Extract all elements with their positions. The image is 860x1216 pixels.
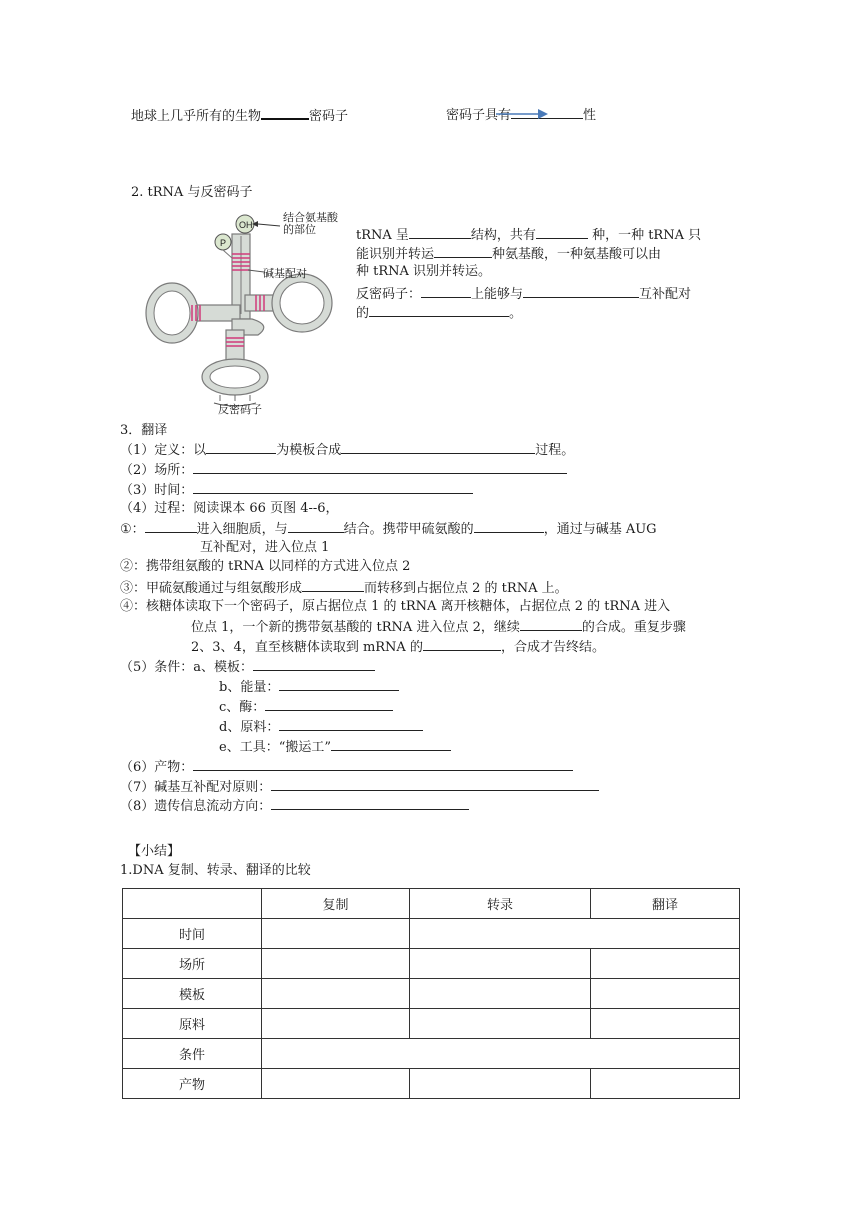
text: 的合成。重复步骤 <box>581 620 686 635</box>
text: （2）场所： <box>120 463 194 478</box>
condition-b-line <box>219 677 399 697</box>
text: 种氨基酸，一种氨基酸可以由 <box>492 247 662 262</box>
top-middle-text: 密码子 <box>309 109 349 124</box>
rule-line <box>120 777 599 797</box>
table-cell <box>591 949 740 979</box>
text: 的 <box>356 306 370 321</box>
blank <box>341 440 535 454</box>
time-line <box>120 480 473 500</box>
blank <box>423 637 501 651</box>
blank <box>145 519 197 533</box>
table-cell <box>262 949 410 979</box>
table-cell <box>410 1069 591 1099</box>
blank <box>434 244 492 258</box>
step4-line-2 <box>191 617 686 637</box>
text: tRNA 呈 <box>356 228 409 243</box>
text: 而转移到占据位点 2 的 tRNA 上。 <box>364 581 568 596</box>
product-line <box>120 757 573 777</box>
text: （3）时间： <box>120 483 194 498</box>
step3-line <box>120 578 568 598</box>
condition-a-line <box>120 657 375 677</box>
table-cell <box>262 1009 410 1039</box>
text: （6）产物： <box>120 760 194 775</box>
blank <box>421 284 471 298</box>
blank <box>523 284 639 298</box>
row-header: 条件 <box>123 1039 262 1069</box>
process-line: （4）过程：阅读课本 66 页图 4--6， <box>120 501 339 516</box>
trna-figure <box>140 210 340 416</box>
oh-label: OH <box>239 220 253 230</box>
table-cell <box>591 979 740 1009</box>
table-cell <box>262 1069 410 1099</box>
table-row <box>123 1069 740 1099</box>
table-cell <box>410 949 591 979</box>
column-header: 转录 <box>410 889 591 919</box>
table-cell <box>410 1009 591 1039</box>
definition-line <box>120 440 574 460</box>
blank <box>261 105 309 120</box>
step1-cont: 互补配对，进入位点 1 <box>200 540 330 555</box>
table-row <box>123 919 740 949</box>
trna-line-2 <box>356 244 661 264</box>
trna-line-3: 种 tRNA 识别并转运。 <box>356 264 492 279</box>
table-row <box>123 1009 740 1039</box>
blank <box>369 303 509 317</box>
text: 能识别并转运 <box>356 247 435 262</box>
blank <box>271 777 599 791</box>
text: ，合成才告终结。 <box>500 640 605 655</box>
table-cell <box>591 1069 740 1099</box>
flow-line <box>120 796 469 816</box>
table-cell <box>123 889 262 919</box>
comparison-table <box>122 888 740 1099</box>
blank <box>193 480 473 494</box>
row-header: 产物 <box>123 1069 262 1099</box>
p-label: P <box>220 238 227 248</box>
text: ，通过与碱基 AUG <box>543 522 657 537</box>
trna-line-1 <box>356 225 701 245</box>
text: 种，一种 tRNA 只 <box>587 228 702 243</box>
blank <box>409 225 471 239</box>
table-row <box>123 979 740 1009</box>
text: 反密码子： <box>356 287 422 302</box>
arrow-icon <box>494 104 550 120</box>
blank <box>279 717 423 731</box>
base-pair-label: 碱基配对 <box>263 267 307 280</box>
text: （1）定义：以 <box>120 443 207 458</box>
text: （7）碱基互补配对原则： <box>120 780 272 795</box>
blank <box>193 460 567 474</box>
text: 结合。携带甲硫氨酸的 <box>343 522 474 537</box>
text: 。 <box>509 306 523 321</box>
binding-site-label-2: 的部位 <box>283 223 316 236</box>
text: 2、3、4，直至核糖体读取到 mRNA 的 <box>191 640 423 655</box>
column-header: 翻译 <box>591 889 740 919</box>
row-header: 原料 <box>123 1009 262 1039</box>
anticodon-line-1 <box>356 284 691 304</box>
top-right-suffix: 性 <box>583 108 597 123</box>
text: （8）遗传信息流动方向： <box>120 799 272 814</box>
blank <box>331 737 451 751</box>
table-cell <box>262 1039 740 1069</box>
step1-line <box>120 519 657 539</box>
text: e、工具：“搬运工” <box>219 740 331 755</box>
condition-d-line <box>219 717 423 737</box>
text: b、能量： <box>219 680 280 695</box>
blank <box>536 225 588 239</box>
table-cell <box>410 979 591 1009</box>
step2-line: ②：携带组氨酸的 tRNA 以同样的方式进入位点 2 <box>120 559 411 574</box>
table-cell <box>262 919 410 949</box>
text: （5）条件：a、模板： <box>120 660 254 675</box>
section2-heading: 2. tRNA 与反密码子 <box>131 185 253 200</box>
section3-heading: 3．翻译 <box>120 423 168 438</box>
blank <box>253 657 375 671</box>
blank <box>271 796 469 810</box>
anticodon-line-2 <box>356 303 522 323</box>
row-header: 时间 <box>123 919 262 949</box>
table-row <box>123 949 740 979</box>
anticodon-label: 反密码子 <box>218 403 262 416</box>
top-left-text: 地球上几乎所有的生物 <box>131 109 262 124</box>
blank <box>193 757 573 771</box>
condition-c-line <box>219 697 393 717</box>
summary-heading: 【小结】 <box>128 844 181 859</box>
blank <box>279 677 399 691</box>
text: 进入细胞质，与 <box>196 522 288 537</box>
blank <box>520 617 582 631</box>
table-header-row <box>123 889 740 919</box>
summary-subheading: 1.DNA 复制、转录、翻译的比较 <box>120 863 311 878</box>
blank <box>288 519 344 533</box>
text: 互补配对 <box>639 287 692 302</box>
text: 上能够与 <box>471 287 524 302</box>
top-line <box>131 105 348 126</box>
column-header: 复制 <box>262 889 410 919</box>
top-right-text: 密码子具有 <box>446 108 512 123</box>
text: ①： <box>120 522 145 537</box>
row-header: 模板 <box>123 979 262 1009</box>
blank <box>302 578 364 592</box>
text: ③：甲硫氨酸通过与组氨酸形成 <box>120 581 303 596</box>
text: 过程。 <box>535 443 575 458</box>
binding-site-label-1: 结合氨基酸 <box>283 211 338 224</box>
text: c、酶： <box>219 700 266 715</box>
table-cell <box>262 979 410 1009</box>
text: 位点 1，一个新的携带氨基酸的 tRNA 进入位点 2，继续 <box>191 620 520 635</box>
blank <box>474 519 544 533</box>
table-row <box>123 1039 740 1069</box>
step4-line-3 <box>191 637 605 657</box>
blank <box>206 440 276 454</box>
condition-e-line <box>219 737 451 757</box>
text: d、原料： <box>219 720 280 735</box>
table-cell <box>591 1009 740 1039</box>
table-cell <box>410 919 740 949</box>
text: 为模板合成 <box>276 443 342 458</box>
text: 结构，共有 <box>470 228 536 243</box>
row-header: 场所 <box>123 949 262 979</box>
blank <box>265 697 393 711</box>
place-line <box>120 460 567 480</box>
step4-line-1: ④：核糖体读取下一个密码子，原占据位点 1 的 tRNA 离开核糖体，占据位点 2 的 tRNA 进入 <box>120 599 671 614</box>
